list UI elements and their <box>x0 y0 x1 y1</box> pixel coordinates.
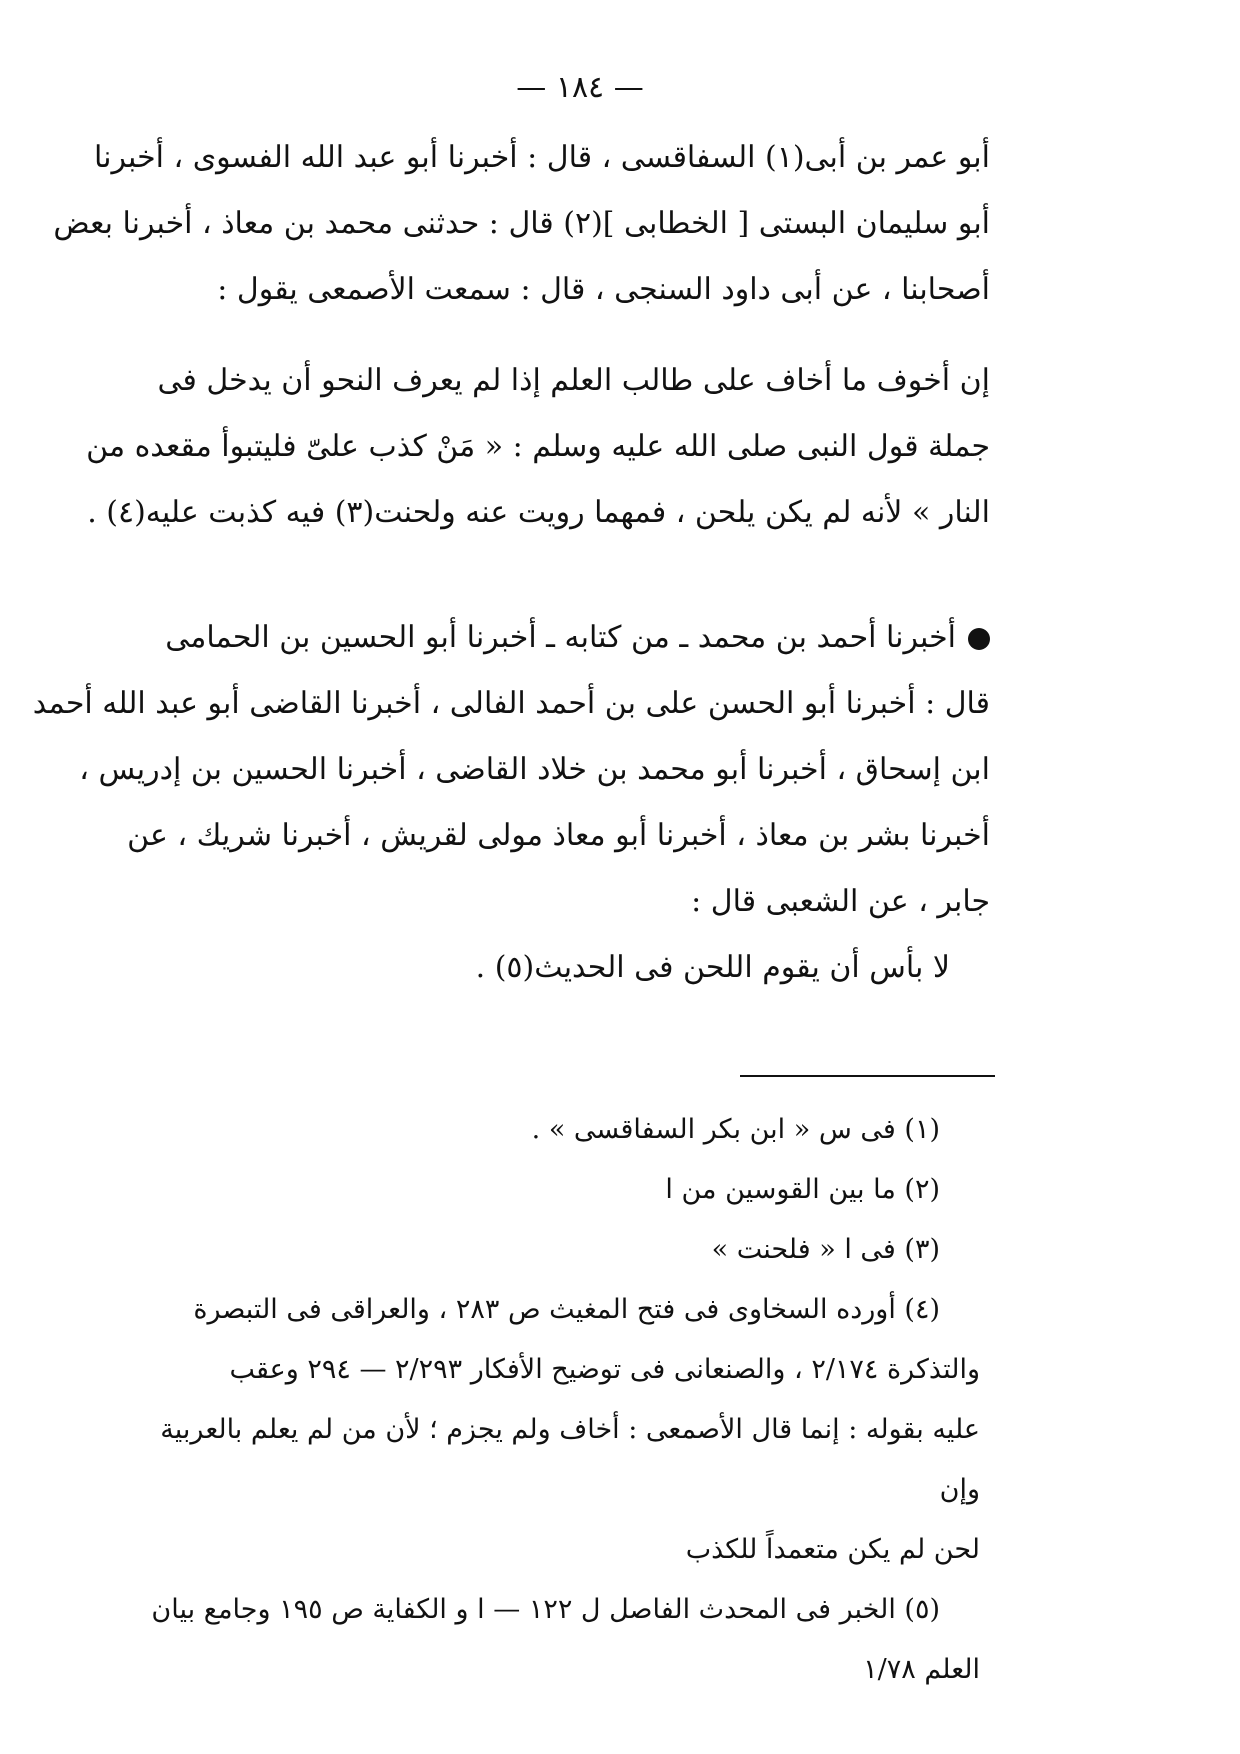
text-line: أبو سليمان البستى [ الخطابى ](٢) قال : حدثنى محمد بن معاذ ، أخبرنا بعض <box>53 206 990 241</box>
text-line: النار » لأنه لم يكن يلحن ، فمهما رويت عنه ولحنت(٣) فيه كذبت عليه(٤) . <box>87 495 990 530</box>
text-line-with-bullet <box>150 605 990 671</box>
footnote-2: (٢) ما بين القوسين من ا <box>665 1174 940 1205</box>
paragraph-isnad-2 <box>32 605 990 1001</box>
footnote-3: (٣) فى ا « فلحنت » <box>711 1234 940 1265</box>
text-line: جملة قول النبى صلى الله عليه وسلم : « مَنْ كذب علىّ فليتبوأ مقعده من <box>86 429 990 464</box>
text-line: أخبرنا أحمد بن محمد ـ من كتابه ـ أخبرنا أبو الحسين بن الحمامى <box>165 620 956 655</box>
bullet-dot-icon <box>968 628 990 650</box>
footnote-5-line: (٥) الخبر فى المحدث الفاصل ل ١٢٢ — ا و الكفاية ص ١٩٥ وجامع بيان <box>151 1594 940 1625</box>
footnote-4-line: عليه بقوله : إنما قال الأصمعى : أخاف ولم يجزم ؛ لأن من لم يعلم بالعربية وإن <box>160 1414 980 1505</box>
text-line: إن أخوف ما أخاف على طالب العلم إذا لم يعرف النحو أن يدخل فى <box>157 363 990 398</box>
text-line: جابر ، عن الشعبى قال : <box>691 884 990 919</box>
footnotes <box>120 1100 980 1700</box>
text-line: أخبرنا بشر بن معاذ ، أخبرنا أبو معاذ مولى لقريش ، أخبرنا شريك ، عن <box>127 818 990 853</box>
footnote-1: (١) فى س « ابن بكر السفاقسى » . <box>531 1114 940 1145</box>
paragraph-isnad-1 <box>53 125 990 323</box>
text-line: أصحابنا ، عن أبى داود السنجى ، قال : سمعت الأصمعى يقول : <box>217 272 990 307</box>
quote-line: لا بأس أن يقوم اللحن فى الحديث(٥) . <box>475 950 950 985</box>
footnote-4-line: والتذكرة ٢/١٧٤ ، والصنعانى فى توضيح الأفكار ٢/٢٩٣ — ٢٩٤ وعقب <box>229 1354 980 1385</box>
text-line: أبو عمر بن أبى(١) السفاقسى ، قال : أخبرنا أبو عبد الله الفسوى ، أخبرنا <box>93 140 990 175</box>
footnote-separator <box>740 1075 995 1077</box>
footnote-4-line: (٤) أورده السخاوى فى فتح المغيث ص ٢٨٣ ، والعراقى فى التبصرة <box>193 1294 940 1325</box>
paragraph-quote-asmai <box>86 348 990 546</box>
text-line: ابن إسحاق ، أخبرنا أبو محمد بن خلاد القاضى ، أخبرنا الحسين بن إدريس ، <box>79 752 990 787</box>
text-line: قال : أخبرنا أبو الحسن على بن أحمد الفالى ، أخبرنا القاضى أبو عبد الله أحمد <box>32 686 990 721</box>
footnote-4-line: لحن لم يكن متعمداً للكذب <box>685 1534 980 1565</box>
page-number: — ١٨٤ — <box>516 70 644 105</box>
footnote-5-line: العلم ١/٧٨ <box>863 1654 980 1685</box>
